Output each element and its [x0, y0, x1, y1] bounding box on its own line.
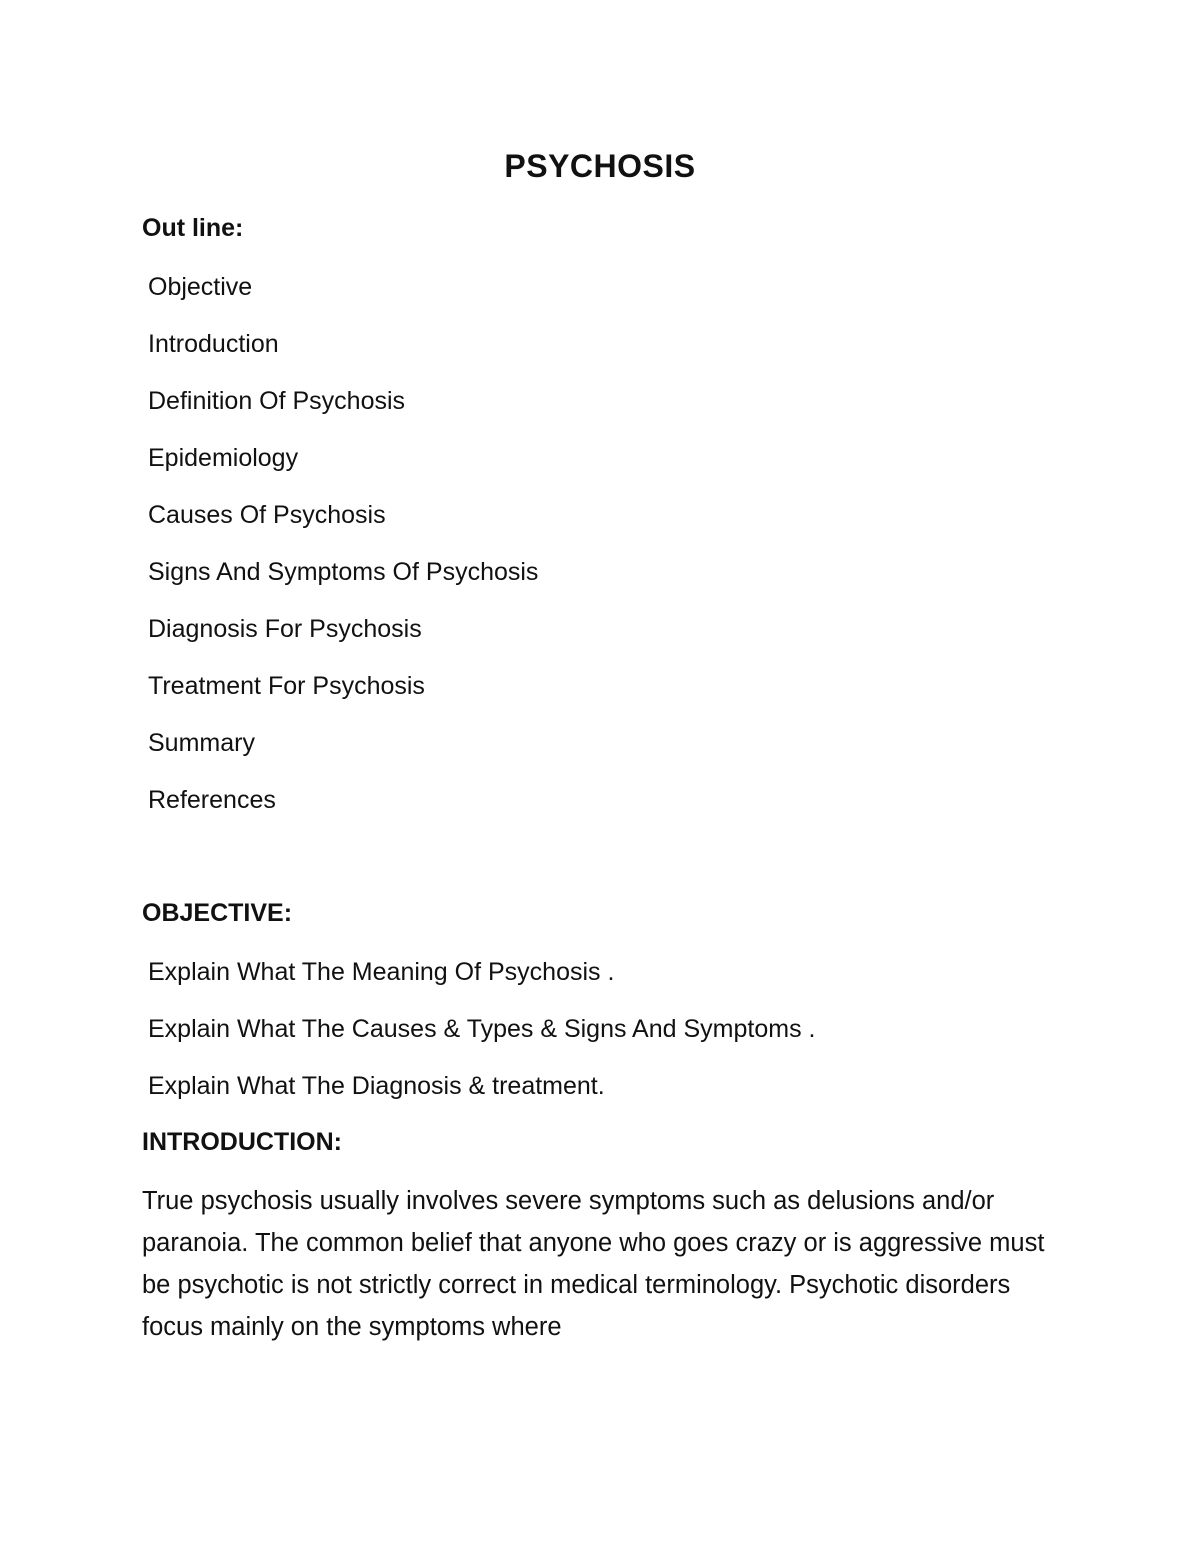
outline-item: Diagnosis For Psychosis [148, 615, 422, 643]
document-title: PSYCHOSIS [504, 148, 696, 184]
objective-item: Explain What The Diagnosis & treatment. [148, 1072, 605, 1100]
outline-item: Causes Of Psychosis [148, 501, 386, 529]
outline-item: Introduction [148, 330, 279, 358]
objective-item: Explain What The Causes & Types & Signs And Symptoms . [148, 1015, 816, 1043]
outline-item: References [148, 786, 276, 814]
outline-heading: Out line: [142, 214, 244, 242]
objective-list [148, 955, 815, 1126]
objective-heading: OBJECTIVE: [142, 899, 293, 927]
outline-list [148, 270, 538, 840]
outline-item: Definition Of Psychosis [148, 387, 406, 415]
introduction-heading: INTRODUCTION: [142, 1128, 342, 1156]
outline-item: Summary [148, 729, 255, 757]
objective-item: Explain What The Meaning Of Psychosis . [148, 958, 615, 986]
outline-item: Treatment For Psychosis [148, 672, 425, 700]
introduction-paragraph: True psychosis usually involves severe symptoms such as delusions and/or paranoia. The common belief that anyone who goes crazy or is aggressive must be psychotic is not strictly correct in medical terminology. Psychotic disorders focus mainly on the symptoms where [142, 1187, 1045, 1341]
outline-item: Objective [148, 273, 253, 301]
outline-item: Signs And Symptoms Of Psychosis [148, 558, 539, 586]
outline-item: Epidemiology [148, 444, 299, 472]
